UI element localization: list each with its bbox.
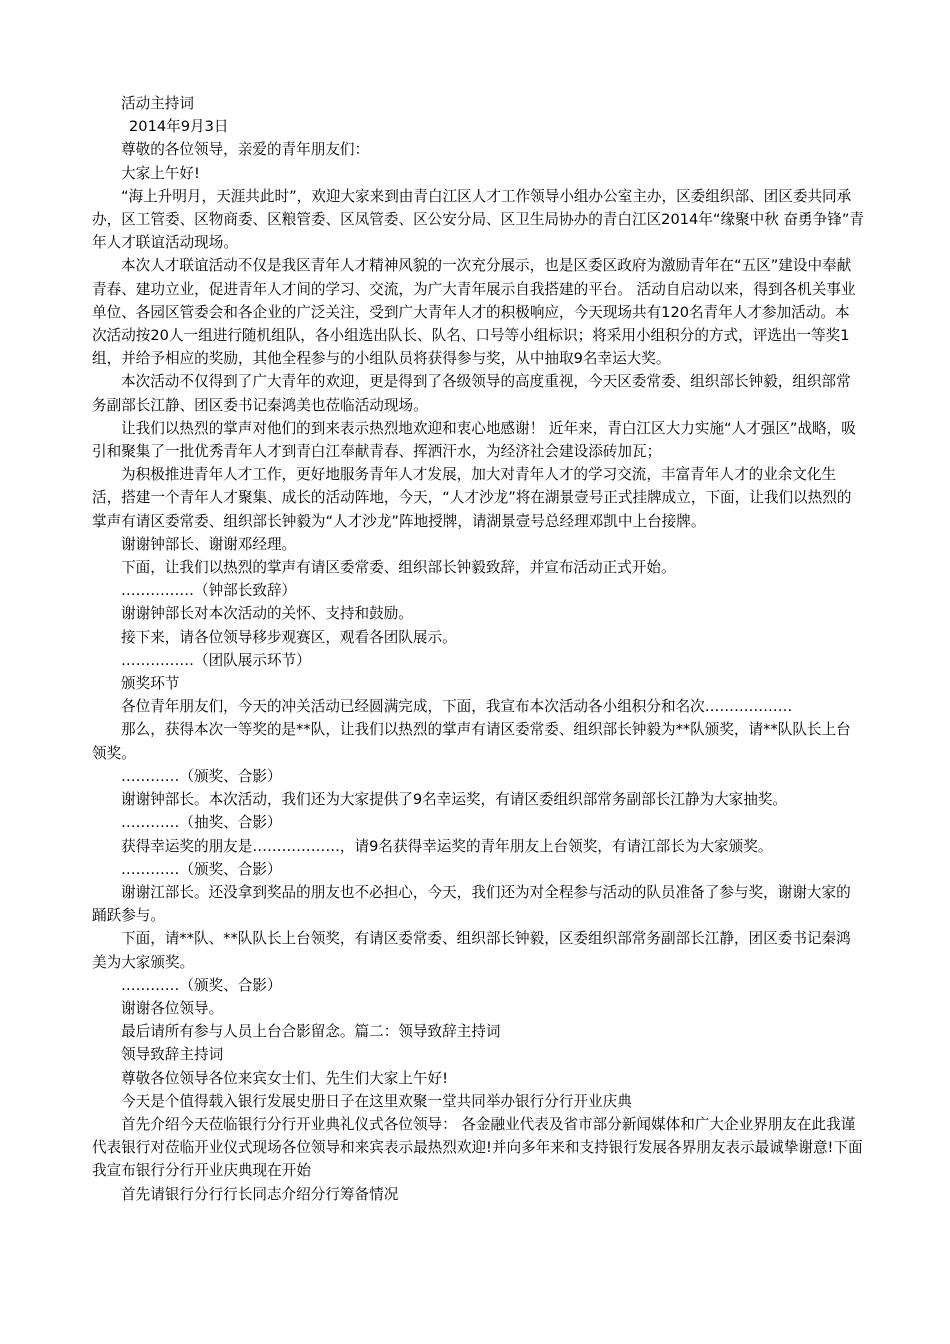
paragraph: 颁奖环节 <box>121 675 180 693</box>
paragraph: 谢谢钟部长。本次活动，我们还为大家提供了9名幸运奖，有请区委组织部常务副部长江静为大家抽奖。 <box>121 791 788 809</box>
paragraph: 谢谢钟部长、谢谢邓经理。 <box>121 535 297 553</box>
paragraph: 那么，获得本次一等奖的是**队，让我们以热烈的掌声有请区委常委、组织部长钟毅为**队颁奖，请**队队长上台领奖。 <box>92 721 851 762</box>
paragraph: …………（颁奖、合影） <box>121 860 282 878</box>
paragraph: 尊敬各位领导各位来宾女士们、先生们大家上午好! <box>121 1069 448 1087</box>
paragraph: 各位青年朋友们，今天的冲关活动已经圆满完成，下面，我宣布本次活动各小组积分和名次……………… <box>121 698 793 716</box>
paragraph: “海上升明月，天涯共此时”，欢迎大家来到由青白江区人才工作领导小组办公室主办，区委组织部、团区委共同承办，区工管委、区物商委、区粮管委、区凤管委、区公安分局、区卫生局协办的青白江区2014年“缘聚中秋 奋勇争锋”青年人才联谊活动现场。 <box>92 187 864 252</box>
paragraph: 下面，让我们以热烈的掌声有请区委常委、组织部长钟毅致辞，并宣布活动正式开始。 <box>121 559 676 577</box>
paragraph: 最后请所有参与人员上台合影留念。篇二：领导致辞主持词 <box>121 1023 501 1041</box>
paragraph: 今天是个值得载入银行发展史册日子在这里欢聚一堂共同举办银行分行开业庆典 <box>121 1092 632 1110</box>
paragraph: …………（抽奖、合影） <box>121 814 282 832</box>
paragraph: 首先介绍今天莅临银行分行开业典礼仪式各位领导： 各金融业代表及省市部分新闻媒体和广大企业界朋友在此我谨代表银行对莅临开业仪式现场各位领导和来宾表示最热烈欢迎!并向多年来和支持银行发展各界朋友表示最诚挚谢意!下面我宣布银行分行开业庆典现在开始 <box>92 1115 863 1180</box>
paragraph: 领导致辞主持词 <box>121 1046 224 1064</box>
paragraph: 让我们以热烈的掌声对他们的到来表示热烈地欢迎和衷心地感谢！ 近年来，青白江区大力实施“人才强区”战略，吸引和聚集了一批优秀青年人才到青白江奉献青春、挥洒汗水，为经济社会建设添砖加瓦； <box>92 419 856 461</box>
paragraph: …………（颁奖、合影） <box>121 767 282 785</box>
paragraph: ……………（钟部长致辞） <box>121 582 297 600</box>
paragraph: 本次人才联谊活动不仅是我区青年人才精神风貌的一次充分展示，也是区委区政府为激励青年在“五区”建设中奉献青春、建功立业，促进青年人才间的学习、交流，为广大青年展示自我搭建的平台。 活动自启动以来，得到各机关事业单位、各园区管委会和各企业的广泛关注，受到广大青年人才的积极响应，今天现场共有120名青年人才参加活动。本次活动按20人一组进行随机组队，各小组选出队长、队名、口号等小组标识；将采用小组积分的方式，评选出一等奖1组，并给予相应的奖励，其他全程参与的小组队员将获得参与奖，从中抽取9名幸运大奖。 <box>92 257 856 368</box>
paragraph: 谢谢钟部长对本次活动的关怀、支持和鼓励。 <box>121 605 413 623</box>
paragraph: 为积极推进青年人才工作，更好地服务青年人才发展，加大对青年人才的学习交流，丰富青年人才的业余文化生活，搭建一个青年人才聚集、成长的活动阵地，今天，“人才沙龙”将在湖景壹号正式挂牌成立，下面，让我们以热烈的掌声有请区委常委、组织部长钟毅为“人才沙龙”阵地授牌，请湖景壹号总经理邓凯中上台接牌。 <box>92 466 852 530</box>
paragraph: 谢谢各位领导。 <box>121 999 224 1017</box>
document-body <box>92 92 864 1206</box>
document-date: 2014年9月3日 <box>129 118 229 136</box>
paragraph: 首先请银行分行行长同志介绍分行筹备情况 <box>121 1185 399 1203</box>
paragraph: 接下来，请各位领导移步观赛区，观看各团队展示。 <box>121 628 457 646</box>
paragraph: ……………（团队展示环节） <box>121 651 311 669</box>
paragraph: 大家上午好! <box>121 164 200 182</box>
paragraph: …………（颁奖、合影） <box>121 976 282 994</box>
paragraph: 尊敬的各位领导，亲爱的青年朋友们： <box>121 141 370 159</box>
paragraph-list <box>92 138 864 1205</box>
document-title: 活动主持词 <box>121 95 194 112</box>
paragraph: 本次活动不仅得到了广大青年的欢迎，更是得到了各级领导的高度重视，今天区委常委、组织部长钟毅，组织部常务副部长江静、团区委书记秦鸿美也莅临活动现场。 <box>92 373 851 414</box>
paragraph: 获得幸运奖的朋友是………………，请9名获得幸运奖的青年朋友上台领奖，有请江部长为大家颁奖。 <box>121 837 773 855</box>
paragraph: 下面，请**队、**队队长上台领奖，有请区委常委、组织部长钟毅，区委组织部常务副部长江静，团区委书记秦鸿美为大家颁奖。 <box>92 930 851 971</box>
paragraph: 谢谢江部长。还没拿到奖品的朋友也不必担心，今天，我们还为对全程参与活动的队员准备了参与奖，谢谢大家的踊跃参与。 <box>92 883 851 925</box>
